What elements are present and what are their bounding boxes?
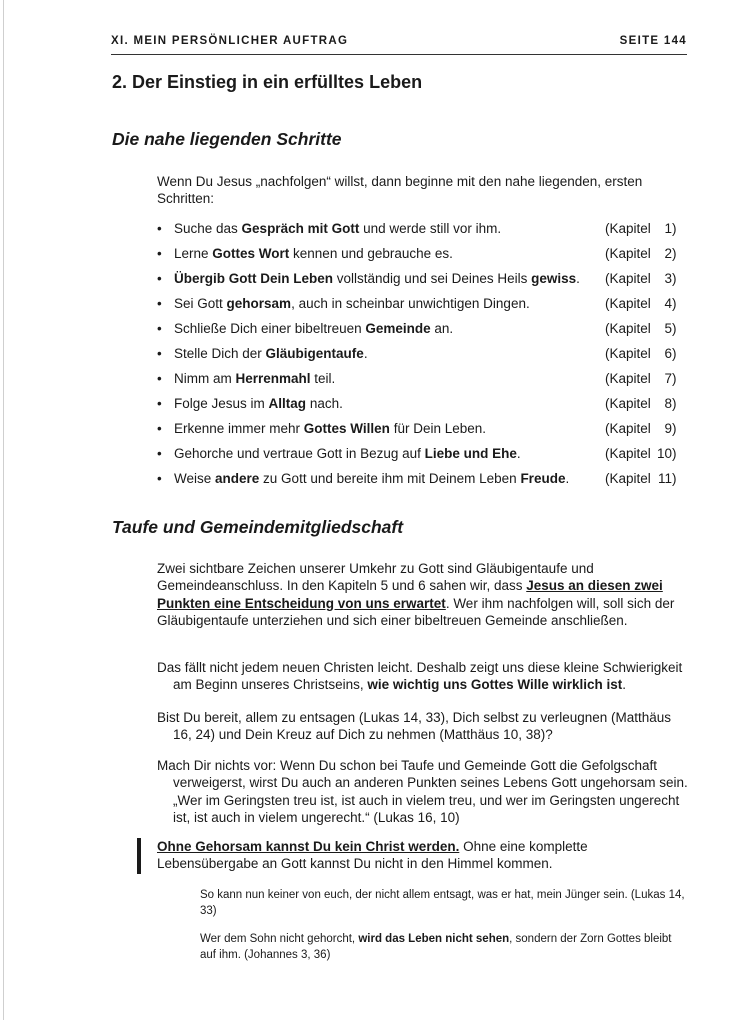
step-item <box>157 220 682 245</box>
paragraph-signs: Zwei sichtbare Zeichen unserer Umkehr zu Gott sind Gläubigentaufe und Gemeindeanschluss. In den Kapiteln 5 und 6 sahen wir, dass Jesus an diesen zwei Punkten eine Entscheidung von uns erwartet. Wer ihm nachfolgen will, soll sich der Gläubigentaufe unterziehen und sich einer bibeltreuen Gemeinde anschließen. <box>157 561 675 628</box>
step-item <box>157 320 682 345</box>
section-title: 2. Der Einstieg in ein erfülltes Leben <box>112 72 423 92</box>
emphasis-obedience: Ohne Gehorsam kannst Du kein Christ werden. <box>157 839 460 854</box>
step-text: Folge Jesus im Alltag nach. <box>174 396 343 411</box>
chapter-reference: (Kapitel 7) <box>605 371 677 386</box>
step-text: Übergib Gott Dein Leben vollständig und sei Deines Heils gewiss. <box>174 271 580 286</box>
bullet-icon: • <box>157 471 162 486</box>
header-chapter: XI. MEIN PERSÖNLICHER AUFTRAG <box>111 35 349 47</box>
paragraph-obedience: Ohne Gehorsam kannst Du kein Christ werden. Ohne eine komplette Lebensübergabe an Gott kannst Du nicht in den Himmel kommen. <box>157 839 588 872</box>
chapter-reference: (Kapitel 2) <box>605 246 677 261</box>
chapter-reference: (Kapitel 8) <box>605 396 677 411</box>
step-text: Gehorche und vertraue Gott in Bezug auf Liebe und Ehe. <box>174 446 521 461</box>
chapter-reference: (Kapitel 3) <box>605 271 677 286</box>
step-item <box>157 445 682 470</box>
step-text: Lerne Gottes Wort kennen und gebrauche es. <box>174 246 453 261</box>
margin-bar <box>137 838 141 874</box>
step-text: Suche das Gespräch mit Gott und werde still vor ihm. <box>174 221 502 236</box>
step-text: Weise andere zu Gott und bereite ihm mit Deinem Leben Freude. <box>174 471 570 486</box>
step-item <box>157 470 682 495</box>
step-item <box>157 245 682 270</box>
subsection-title-baptism: Taufe und Gemeindemitgliedschaft <box>112 517 404 537</box>
chapter-reference: (Kapitel 11) <box>605 471 677 486</box>
step-text: Schließe Dich einer bibeltreuen Gemeinde an. <box>174 321 454 336</box>
chapter-reference: (Kapitel 5) <box>605 321 677 336</box>
step-item <box>157 370 682 395</box>
bullet-icon: • <box>157 346 162 361</box>
bullet-icon: • <box>157 221 162 236</box>
step-text: Sei Gott gehorsam, auch in scheinbar unwichtigen Dingen. <box>174 296 530 311</box>
chapter-reference: (Kapitel 9) <box>605 421 677 436</box>
step-text: Nimm am Herrenmahl teil. <box>174 371 336 386</box>
bullet-icon: • <box>157 271 162 286</box>
step-item <box>157 345 682 370</box>
chapter-reference: (Kapitel 1) <box>605 221 677 236</box>
running-header <box>111 34 687 55</box>
bullet-icon: • <box>157 321 162 336</box>
chapter-reference: (Kapitel 4) <box>605 296 677 311</box>
bullet-icon: • <box>157 371 162 386</box>
step-text: Erkenne immer mehr Gottes Willen für Dein Leben. <box>174 421 486 436</box>
header-page-number: SEITE 144 <box>619 35 687 47</box>
bullet-icon: • <box>157 396 162 411</box>
bullet-icon: • <box>157 296 162 311</box>
steps-intro: Wenn Du Jesus „nachfolgen“ willst, dann beginne mit den nahe liegenden, ersten Schritten: <box>157 174 643 206</box>
step-item <box>157 270 682 295</box>
bible-quote-luke: So kann nun keiner von euch, der nicht allem entsagt, was er hat, mein Jünger sein. (Lukas 14, 33) <box>200 889 685 917</box>
step-text: Stelle Dich der Gläubigentaufe. <box>174 346 368 361</box>
emphasis-decision: Jesus an diesen zwei Punkten eine Entscheidung von uns erwartet <box>157 578 663 611</box>
chapter-reference: (Kapitel 6) <box>605 346 677 361</box>
bullet-icon: • <box>157 421 162 436</box>
bible-quote-john: Wer dem Sohn nicht gehorcht, wird das Leben nicht sehen, sondern der Zorn Gottes bleibt auf ihm. (Johannes 3, 36) <box>200 933 672 961</box>
subsection-title-steps: Die nahe liegenden Schritte <box>112 129 342 149</box>
paragraph-ready: Bist Du bereit, allem zu entsagen (Lukas 14, 33), Dich selbst zu verleugnen (Matthäus 16, 24) und Dein Kreuz auf Dich zu nehmen (Matthäus 10, 38)? <box>157 710 672 743</box>
chapter-reference: (Kapitel 10) <box>605 446 677 461</box>
step-item <box>157 395 682 420</box>
bullet-icon: • <box>157 446 162 461</box>
step-item <box>157 420 682 445</box>
paragraph-difficulty: Das fällt nicht jedem neuen Christen leicht. Deshalb zeigt uns diese kleine Schwierigkeit am Beginn unseres Christseins, wie wichtig uns Gottes Wille wirklich ist. <box>157 660 683 693</box>
page-edge-line <box>3 0 4 1020</box>
step-item <box>157 295 682 320</box>
steps-list <box>157 220 682 495</box>
bullet-icon: • <box>157 246 162 261</box>
paragraph-warning: Mach Dir nichts vor: Wenn Du schon bei Taufe und Gemeinde Gott die Gefolgschaft verweigerst, wirst Du auch an anderen Punkten seines Lebens Gott ungehorsam sein. „Wer im Geringsten treu ist, ist auch in vielem treu, und wer im Geringsten ungerecht ist, ist auch in vielem ungerecht.“ (Lukas 16, 10) <box>157 758 688 825</box>
